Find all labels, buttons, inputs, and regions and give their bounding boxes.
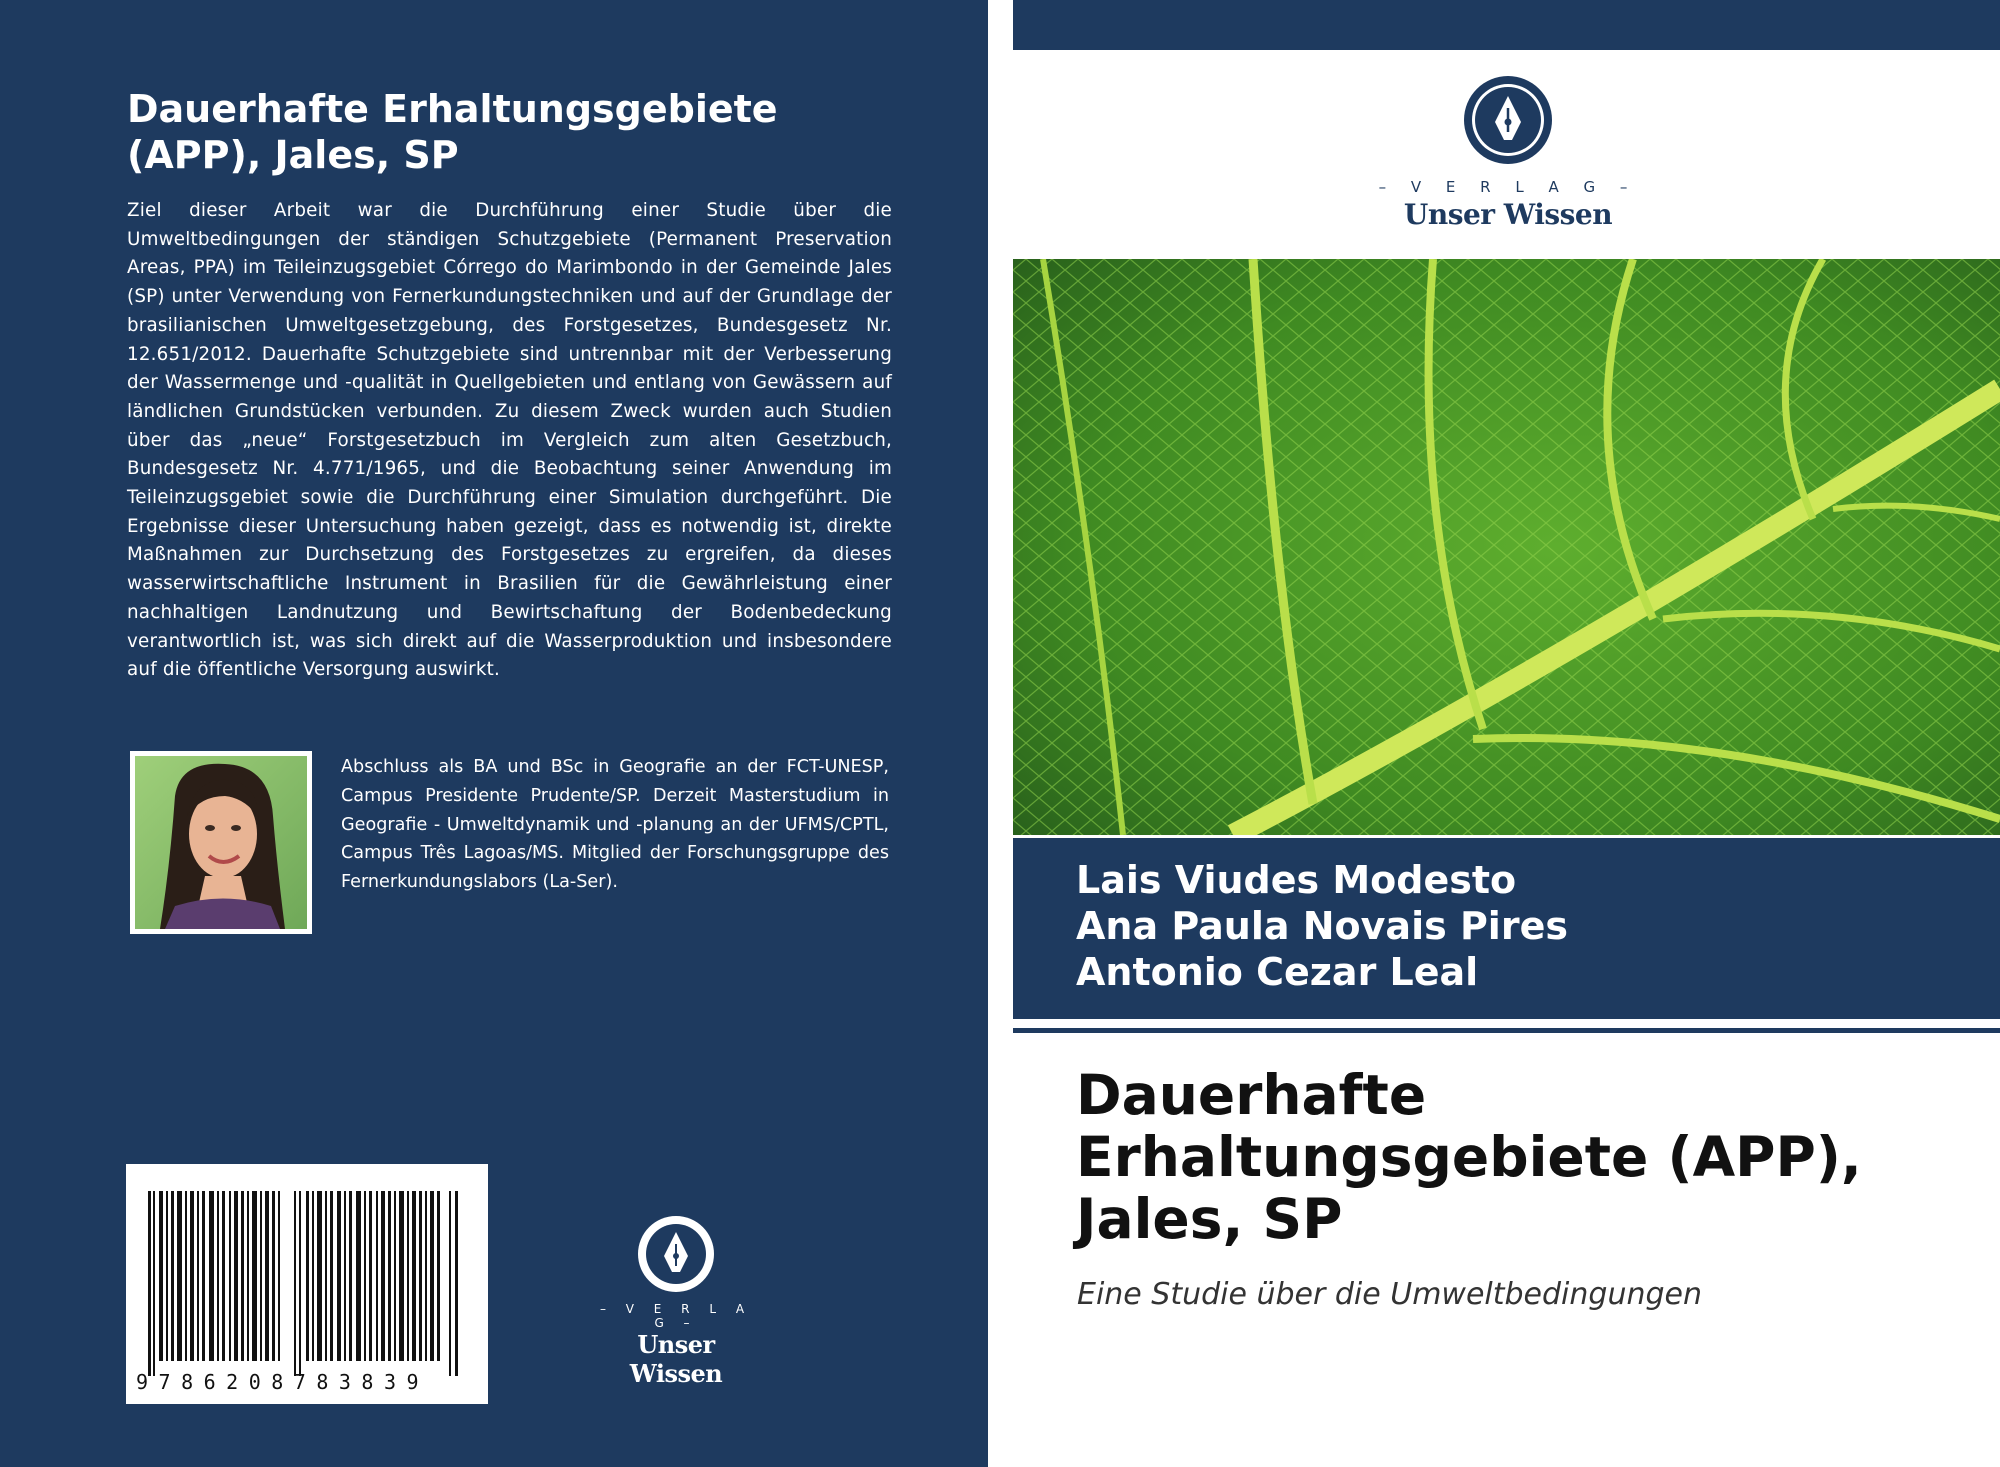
back-logo-brand: Unser Wissen bbox=[629, 1330, 723, 1388]
back-publisher-logo bbox=[588, 1214, 764, 1388]
leaf-cover-image bbox=[1013, 259, 2000, 835]
isbn-digits: 9786208783839 bbox=[136, 1370, 430, 1394]
fountain-pen-nib-icon bbox=[1462, 74, 1554, 166]
divider-line bbox=[1013, 1028, 2000, 1033]
front-cover-title bbox=[1076, 1064, 1956, 1250]
front-title-line-1: Dauerhafte bbox=[1076, 1063, 1427, 1127]
back-cover-abstract: Ziel dieser Arbeit war die Durchführung einer Studie über die Umweltbedingungen der ständigen Schutzgebiete (Permanent Preservation Areas, PPA) im Teileinzugsgebiet Córrego do Marimbondo in der Gemeinde Jales (SP) unter Verwendung von Fernerkundungstechniken und auf der Grundlage der brasilianischen Umweltgesetzgebung, des Forstgesetzes, Bundesgesetz Nr. 12.651/2012. Dauerhafte Schutzgebiete sind untrennbar mit der Verbesserung der Wassermenge und -qualität in Quellgebieten und entlang von Gewässern auf ländlichen Grundstücken verbunden. Zu diesem Zweck wurden auch Studien über das „neue“ Forstgesetzbuch im Vergleich zum alten Gesetzbuch, Bundesgesetz Nr. 4.771/1965, und die Beobachtung seiner Anwendung im Teileinzugsgebiet sowie die Durchführung einer Simulation durchgeführt. Die Ergebnisse dieser Untersuchung haben gezeigt, dass es notwendig ist, direkte Maßnahmen zur Durchsetzung des Forstgesetzes zu ergreifen, da dieses wasserwirtschaftliche Instrument in Brasilien für die Gewährleistung einer nachhaltigen Landnutzung und Bewirtschaftung der Bodenbedeckung verantwortlich ist, was sich direkt auf die Wasserproduktion und insbesondere auf die öffentliche Versorgung auswirkt. bbox=[127, 200, 892, 681]
cover-gutter bbox=[988, 0, 1013, 1467]
front-cover-subtitle: Eine Studie über die Umweltbedingungen bbox=[1077, 1277, 1702, 1312]
fountain-pen-nib-icon bbox=[636, 1214, 716, 1294]
author-name-2: Ana Paula Novais Pires bbox=[1076, 904, 1568, 948]
front-cover bbox=[1013, 0, 2000, 1467]
author-name-3: Antonio Cezar Leal bbox=[1076, 950, 1479, 994]
authors-band bbox=[1013, 838, 2000, 1019]
back-title-line-1: Dauerhafte Erhaltungsgebiete bbox=[127, 87, 778, 131]
author-portrait-image bbox=[135, 756, 307, 929]
back-cover-title bbox=[127, 86, 887, 178]
back-logo-verlag: – V E R L A G – bbox=[599, 1302, 753, 1330]
back-cover bbox=[0, 0, 988, 1467]
front-title-line-3: Jales, SP bbox=[1076, 1187, 1343, 1251]
author-name-1: Lais Viudes Modesto bbox=[1076, 858, 1517, 902]
front-logo-brand: Unser Wissen bbox=[1403, 198, 1613, 231]
front-publisher-logo bbox=[1363, 74, 1653, 231]
front-title-line-2: Erhaltungsgebiete (APP), bbox=[1076, 1125, 1862, 1189]
front-top-bar bbox=[1013, 0, 2000, 50]
barcode-bars bbox=[144, 1191, 464, 1376]
author-photo bbox=[130, 751, 312, 934]
author-biography: Abschluss als BA und BSc in Geografie an der FCT-UNESP, Campus Presidente Prudente/SP. Derzeit Masterstudium in Geografie - Umweltdynamik und -planung an der UFMS/CPTL, Campus Três Lagoas/MS. Mitglied der Forschungsgruppe des Fernerkundungslabors (La-Ser). bbox=[341, 757, 889, 893]
front-logo-verlag: – V E R L A G – bbox=[1378, 178, 1638, 196]
back-title-line-2: (APP), Jales, SP bbox=[127, 133, 459, 177]
isbn-barcode bbox=[126, 1164, 488, 1404]
